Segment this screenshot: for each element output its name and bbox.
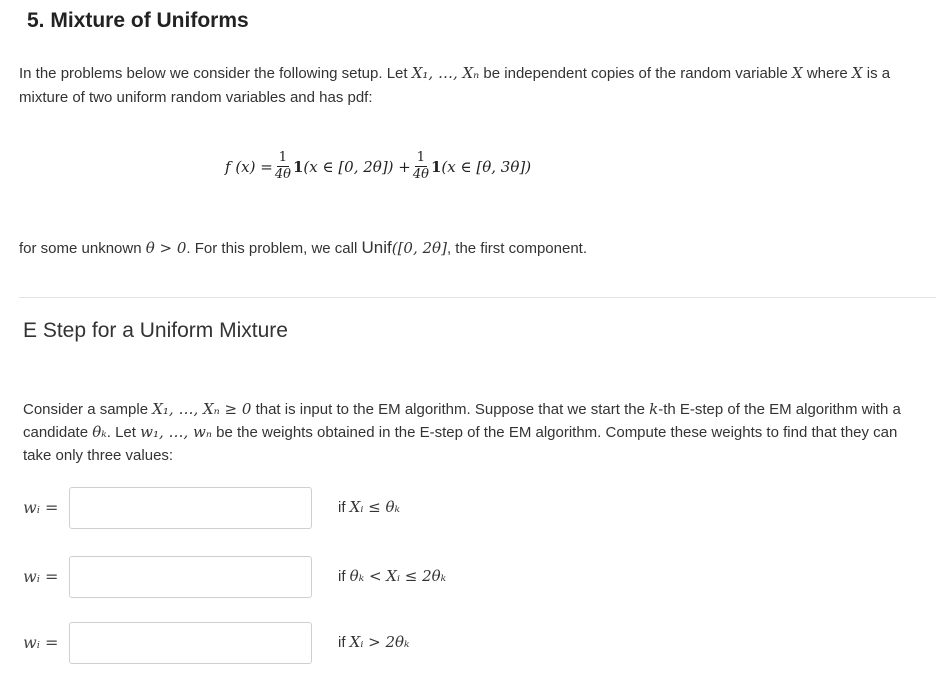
section-title: E Step for a Uniform Mixture (23, 319, 288, 342)
formula-fraction-2 (413, 150, 429, 183)
intro-math-x2: X (851, 64, 863, 82)
intro-paragraph (19, 61, 924, 110)
page-title: 5. Mixture of Uniforms (27, 9, 249, 32)
fraction-numerator: 1 (278, 150, 288, 165)
problem-text-1: Consider a sample (23, 401, 153, 418)
problem-text-3: -th E-step of the EM algorithm with a candidate (23, 401, 901, 441)
intro-text-4: is a mixture of two uniform random variables and has pdf: (19, 65, 891, 106)
intro-text-1: In the problems below we consider the following setup. Let (19, 65, 412, 82)
weight-input-2[interactable] (69, 556, 312, 598)
weight-label: wᵢ = (23, 633, 59, 652)
fraction-denominator: 4θ (412, 167, 429, 182)
problem-math-k: k (649, 400, 659, 418)
problem-text-2: that is input to the EM algorithm. Suppose that we start the (251, 401, 650, 418)
condition-if: if (338, 499, 350, 516)
intro-text-3: where (802, 65, 852, 82)
formula-fraction-1 (275, 150, 291, 183)
condition-if: if (338, 634, 350, 651)
unknown-paragraph (19, 236, 587, 261)
fraction-numerator: 1 (416, 150, 426, 165)
indicator-symbol: 1 (430, 157, 442, 176)
unknown-text-1: for some unknown (19, 240, 146, 257)
formula-lhs: f (x) = (225, 157, 273, 176)
condition-if: if (338, 568, 350, 585)
weight-input-1[interactable] (69, 487, 312, 529)
weight-label: wᵢ = (23, 567, 59, 586)
indicator-symbol: 1 (292, 157, 304, 176)
weight-input-3[interactable] (69, 622, 312, 664)
pdf-formula (225, 150, 531, 183)
unknown-text-3: , the first component. (446, 240, 588, 257)
condition-3 (338, 633, 410, 651)
condition-math: θₖ < Xᵢ ≤ 2θₖ (349, 567, 447, 585)
fraction-denominator: 4θ (274, 167, 291, 182)
problem-statement (23, 398, 928, 467)
unknown-text-2: . For this problem, we call (186, 240, 362, 257)
problem-text-5: be the weights obtained in the E-step of the EM algorithm. Compute these weights to find that they can take only three values: (23, 424, 898, 464)
intro-math-sample: X₁, …, Xₙ (411, 64, 480, 82)
problem-text-4: . Let (106, 424, 141, 441)
intro-math-x: X (791, 64, 803, 82)
problem-math-weights: w₁, …, wₙ (140, 423, 212, 441)
problem-math-sample: X₁, …, Xₙ ≥ 0 (152, 400, 252, 418)
condition-math: Xᵢ ≤ θₖ (349, 498, 400, 516)
section-divider (19, 297, 936, 298)
formula-term-2: (x ∈ [θ, 3θ]) (441, 157, 532, 176)
weight-label: wᵢ = (23, 498, 59, 517)
condition-1 (338, 498, 400, 516)
unif-label: Unif (361, 238, 392, 257)
intro-text-2: be independent copies of the random variable (479, 65, 792, 82)
unknown-math-interval: ([0, 2θ] (391, 239, 447, 257)
problem-math-theta-k: θₖ (92, 423, 107, 441)
condition-2 (338, 567, 446, 585)
condition-math: Xᵢ > 2θₖ (349, 633, 410, 651)
unknown-math-theta: θ > 0 (145, 239, 187, 257)
formula-term-1: (x ∈ [0, 2θ]) + (303, 157, 411, 176)
